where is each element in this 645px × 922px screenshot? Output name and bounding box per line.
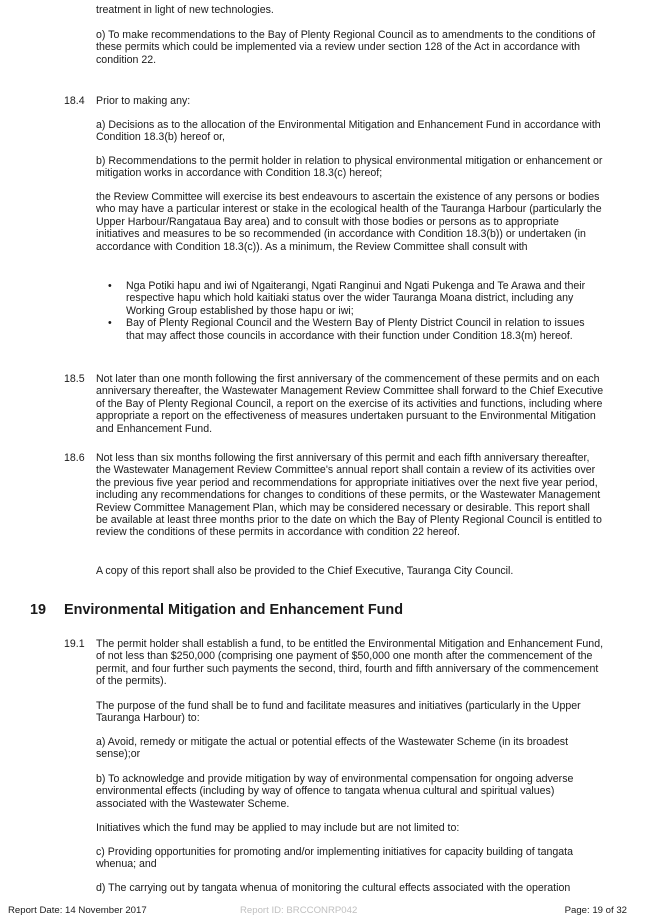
clause-number-18-6: 18.6 — [64, 452, 85, 464]
clause-19-1-item-a: a) Avoid, remedy or mitigate the actual or potential effects of the Wastewater Scheme (in its broadest sense);or — [96, 736, 569, 761]
clause-19-1-item-b: b) To acknowledge and provide mitigation by way of environmental compensation for ongoing adverse environmental effects (including by way of offence to tangata whenua cultural and spiritual values) associated with the Wastewater Scheme. — [96, 773, 574, 810]
clause-19-1-initiatives: Initiatives which the fund may be applied to may include but are not limited to: — [96, 822, 460, 834]
clause-18-4-item-b: b) Recommendations to the permit holder in relation to physical environmental mitigation or enhancement or mitigation works in accordance with Condition 18.3(c) hereof; — [96, 155, 603, 180]
clause-18-4-intro: Prior to making any: — [96, 95, 191, 107]
footer-page-number: Page: 19 of 32 — [564, 905, 627, 916]
clause-number-18-4: 18.4 — [64, 95, 85, 107]
list-item: • Nga Potiki hapu and iwi of Ngaiterangi, Ngati Ranginui and Ngati Pukenga and Te Arawa and their respective hapu which hold kaitiaki status over the wider Tauranga Moana district, including any Working Group established by those hapu or iwi; — [108, 280, 604, 317]
section-number-19: 19 — [30, 602, 47, 618]
clause-18-6-text: Not less than six months following the first anniversary of this permit and each fifth anniversary thereafter, the Wastewater Management Review Committee's annual report shall contain a review of its activities over the previous five year period and recommendations for appropriate initiatives over the next five year period, including any recommendations for changes to conditions of these permits, or the Wastewater Management Review Committee Management Plan, which may be considered necessary or desirable. This report shall be available at least three months prior to the date on which the Bay of Plenty Regional Council is entitled to review the conditions of these permits in accordance with condition 22 hereof. — [96, 452, 602, 539]
continued-paragraph: treatment in light of new technologies. — [96, 4, 274, 16]
clause-number-19-1: 19.1 — [64, 638, 85, 650]
footer-report-id: Report ID: BRCCONRP042 — [240, 905, 358, 916]
clause-19-1-item-c: c) Providing opportunities for promoting and/or implementing initiatives for capacity building of tangata whenua; and — [96, 846, 573, 871]
clause-19-1-item-d: d) The carrying out by tangata whenua of monitoring the cultural effects associated with the operation — [96, 882, 571, 894]
clause-19-1-text: The permit holder shall establish a fund, to be entitled the Environmental Mitigation and Enhancement Fund, of not less than $250,000 (comprising one payment of $50,000 one month after the commencement of the permit, and four further such payments the second, third, fourth and fifth anniversary of the commencement of the permits). — [96, 638, 604, 688]
clause-19-1-purpose: The purpose of the fund shall be to fund and facilitate measures and initiatives (particularly in the Upper Tauranga Harbour) to: — [96, 700, 581, 725]
clause-18-4-item-a: a) Decisions as to the allocation of the Environmental Mitigation and Enhancement Fund in accordance with Condition 18.3(b) hereof or, — [96, 119, 601, 144]
footer-report-date: Report Date: 14 November 2017 — [8, 905, 147, 916]
clause-number-18-5: 18.5 — [64, 373, 85, 385]
consultee-list — [108, 280, 604, 342]
clause-18-5-text: Not later than one month following the first anniversary of the commencement of these permits and on each anniversary thereafter, the Wastewater Management Review Committee shall forward to the Chief Executive of the Bay of Plenty Regional Council, a report on the exercise of its activities and functions, including where appropriate a report on the effectiveness of measures undertaken pursuant to the Environmental Mitigation and Enhancement Fund. — [96, 373, 604, 435]
clause-18-6-copy: A copy of this report shall also be provided to the Chief Executive, Tauranga City Council. — [96, 565, 514, 577]
list-item: • Bay of Plenty Regional Council and the Western Bay of Plenty District Council in relation to issues that may affect those councils in accordance with their function under Condition 18.3(m) hereof. — [108, 317, 604, 342]
clause-18-4-body: the Review Committee will exercise its best endeavours to ascertain the existence of any persons or bodies who may have a particular interest or stake in the ecological health of the Tauranga Harbour (particularly the Upper Harbour/Rangataua Bay area) and to consult with those bodies or persons as to appropriate initiatives and measures to be so recommended (in accordance with Condition 18.3(b)) or undertaken (in accordance with Condition 18.3(c)). As a minimum, the Review Committee shall consult with — [96, 191, 602, 253]
item-o-paragraph: o) To make recommendations to the Bay of Plenty Regional Council as to amendments to the conditions of these permits which could be implemented via a review under section 128 of the Act in accordance with condition 22. — [96, 29, 596, 66]
section-19-title: Environmental Mitigation and Enhancement Fund — [64, 602, 403, 618]
